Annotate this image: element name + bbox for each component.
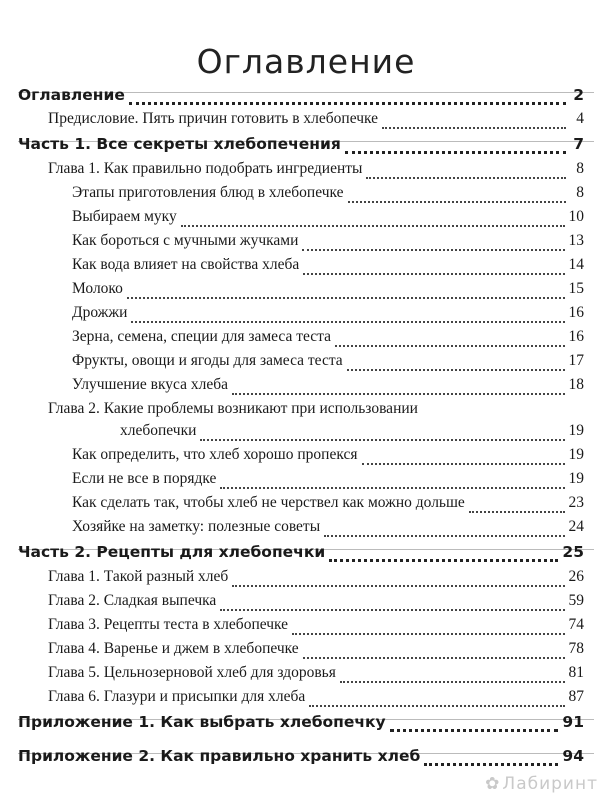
toc-entry-title: Если не все в порядке — [72, 470, 217, 487]
toc-entry[interactable] — [72, 256, 584, 280]
dot-leader — [292, 632, 564, 635]
toc-entry-title: Зерна, семена, специи для замеса теста — [72, 328, 331, 345]
toc-entry[interactable] — [72, 470, 584, 494]
toc-entry-title: Выбираем муку — [72, 208, 177, 225]
labyrinth-logo-icon: ✿ — [485, 774, 501, 794]
toc-entry-page-number: 24 — [568, 518, 584, 535]
page-title: Оглавление — [196, 42, 416, 82]
toc-entry-title: Как определить, что хлеб хорошо пропекся — [72, 446, 358, 463]
toc-entry-title: Этапы приготовления блюд в хлебопечке — [72, 184, 344, 201]
dot-leader — [302, 248, 564, 251]
dot-leader — [424, 762, 558, 766]
toc-entry-page-number: 19 — [568, 446, 584, 463]
toc-entry-title: Как сделать так, чтобы хлеб не черствел как можно дольше — [72, 494, 465, 511]
toc-entry-page-number: 4 — [576, 110, 584, 127]
toc-entry[interactable] — [48, 616, 584, 640]
toc-entry-page-number: 19 — [568, 422, 584, 439]
toc-entry-page-number: 74 — [568, 616, 584, 633]
watermark-text: Лабиринт — [502, 774, 598, 794]
toc-entry[interactable] — [48, 592, 584, 616]
dot-leader — [303, 272, 564, 275]
toc-entry-page-number: 17 — [568, 352, 584, 369]
toc-entry[interactable] — [18, 713, 584, 737]
toc-entry-page-number: 25 — [562, 543, 584, 561]
toc-entry-page-number: 23 — [568, 494, 584, 511]
toc-entry[interactable] — [72, 184, 584, 208]
toc-entry-title: Глава 6. Глазури и присыпки для хлеба — [48, 688, 306, 705]
toc-entry[interactable] — [72, 446, 584, 470]
dot-leader — [200, 438, 564, 441]
toc-entry-title: Хозяйке на заметку: полезные советы — [72, 518, 321, 535]
toc-entry[interactable] — [48, 688, 584, 712]
toc-entry[interactable] — [72, 494, 584, 518]
toc-entry[interactable] — [72, 208, 584, 232]
toc-entry[interactable] — [48, 110, 584, 134]
toc-entry-title: Глава 1. Такой разный хлеб — [48, 568, 229, 585]
dot-leader — [232, 584, 564, 587]
watermark — [485, 774, 598, 794]
toc-entry-page-number: 2 — [573, 86, 584, 104]
dot-leader — [131, 320, 564, 323]
toc-entry[interactable] — [72, 352, 584, 376]
toc-entry-title-continuation: хлебопечки — [120, 422, 197, 439]
toc-entry-title: Как вода влияет на свойства хлеба — [72, 256, 300, 273]
dot-leader — [340, 680, 565, 683]
dot-leader — [382, 126, 566, 129]
dot-leader — [335, 344, 565, 347]
dot-leader — [329, 558, 558, 562]
toc-entry-page-number: 15 — [568, 280, 584, 297]
toc-entry-title: Приложение 2. Как правильно хранить хлеб — [18, 747, 421, 765]
toc-entry[interactable] — [72, 518, 584, 542]
dot-leader — [347, 368, 565, 371]
toc-entry-page-number: 78 — [568, 640, 584, 657]
dot-leader — [345, 150, 566, 154]
toc-entry-title: Глава 2. Какие проблемы возникают при использовании — [48, 400, 418, 417]
toc-entry-title: Предисловие. Пять причин готовить в хлебопечке — [48, 110, 379, 127]
dot-leader — [324, 534, 564, 537]
toc-entry-page-number: 87 — [568, 688, 584, 705]
toc-entry[interactable] — [18, 135, 584, 159]
toc-entry-page-number: 7 — [573, 135, 584, 153]
toc-entry[interactable] — [18, 747, 584, 771]
toc-entry-title: Приложение 1. Как выбрать хлебопечку — [18, 713, 386, 731]
toc-entry[interactable] — [18, 86, 584, 110]
dot-leader — [390, 728, 559, 732]
toc-entry-page-number: 14 — [568, 256, 584, 273]
toc-entry-title: Молоко — [72, 280, 123, 297]
toc-entry[interactable] — [48, 664, 584, 688]
dot-leader — [220, 486, 564, 489]
toc-entry-page-number: 91 — [562, 713, 584, 731]
toc-entry-page-number: 94 — [562, 747, 584, 765]
toc-entry-page-number: 8 — [576, 160, 584, 177]
toc-entry-page-number: 13 — [568, 232, 584, 249]
dot-leader — [220, 608, 564, 611]
toc-entry-title: Часть 1. Все секреты хлебопечения — [18, 135, 341, 153]
toc-entry-title: Глава 5. Цельнозерновой хлеб для здоровья — [48, 664, 336, 681]
toc-entry-title: Как бороться с мучными жучками — [72, 232, 299, 249]
dot-leader — [469, 510, 565, 513]
toc-entry[interactable] — [72, 280, 584, 304]
toc-entry[interactable] — [120, 422, 584, 446]
dot-leader — [366, 176, 566, 179]
dot-leader — [303, 656, 565, 659]
toc-entry-title: Глава 2. Сладкая выпечка — [48, 592, 217, 609]
toc-entry-page-number: 8 — [576, 184, 584, 201]
toc-entry-page-number: 19 — [568, 470, 584, 487]
toc-entry-page-number: 16 — [568, 304, 584, 321]
toc-entry-page-number: 18 — [568, 376, 584, 393]
toc-entry[interactable] — [48, 160, 584, 184]
toc-entry-page-number: 16 — [568, 328, 584, 345]
toc-entry-title: Улучшение вкуса хлеба — [72, 376, 228, 393]
toc-entry[interactable] — [18, 543, 584, 567]
dot-leader — [309, 704, 564, 707]
toc-entry-title: Глава 4. Варенье и джем в хлебопечке — [48, 640, 299, 657]
toc-entry-title: Оглавление — [18, 86, 125, 104]
toc-entry-title: Глава 3. Рецепты теста в хлебопечке — [48, 616, 289, 633]
toc-entry-page-number: 59 — [568, 592, 584, 609]
toc-entry[interactable] — [72, 376, 584, 400]
dot-leader — [348, 200, 566, 203]
toc-entry-title: Часть 2. Рецепты для хлебопечки — [18, 543, 326, 561]
dot-leader — [232, 392, 565, 395]
dot-leader — [127, 296, 565, 299]
toc-entry[interactable] — [48, 568, 584, 592]
toc-entry-title: Глава 1. Как правильно подобрать ингредиенты — [48, 160, 363, 177]
dot-leader — [362, 462, 565, 465]
toc-entry-title: Дрожжи — [72, 304, 128, 321]
dot-leader — [129, 101, 566, 105]
toc-entry-page-number: 10 — [568, 208, 584, 225]
toc-entry-page-number: 81 — [568, 664, 584, 681]
toc-entry[interactable] — [72, 232, 584, 256]
toc-entry[interactable] — [72, 328, 584, 352]
dot-leader — [181, 224, 565, 227]
toc-entry-title: Фрукты, овощи и ягоды для замеса теста — [72, 352, 343, 369]
toc-entry[interactable] — [48, 640, 584, 664]
toc-entry-page-number: 26 — [568, 568, 584, 585]
toc-entry[interactable] — [72, 304, 584, 328]
